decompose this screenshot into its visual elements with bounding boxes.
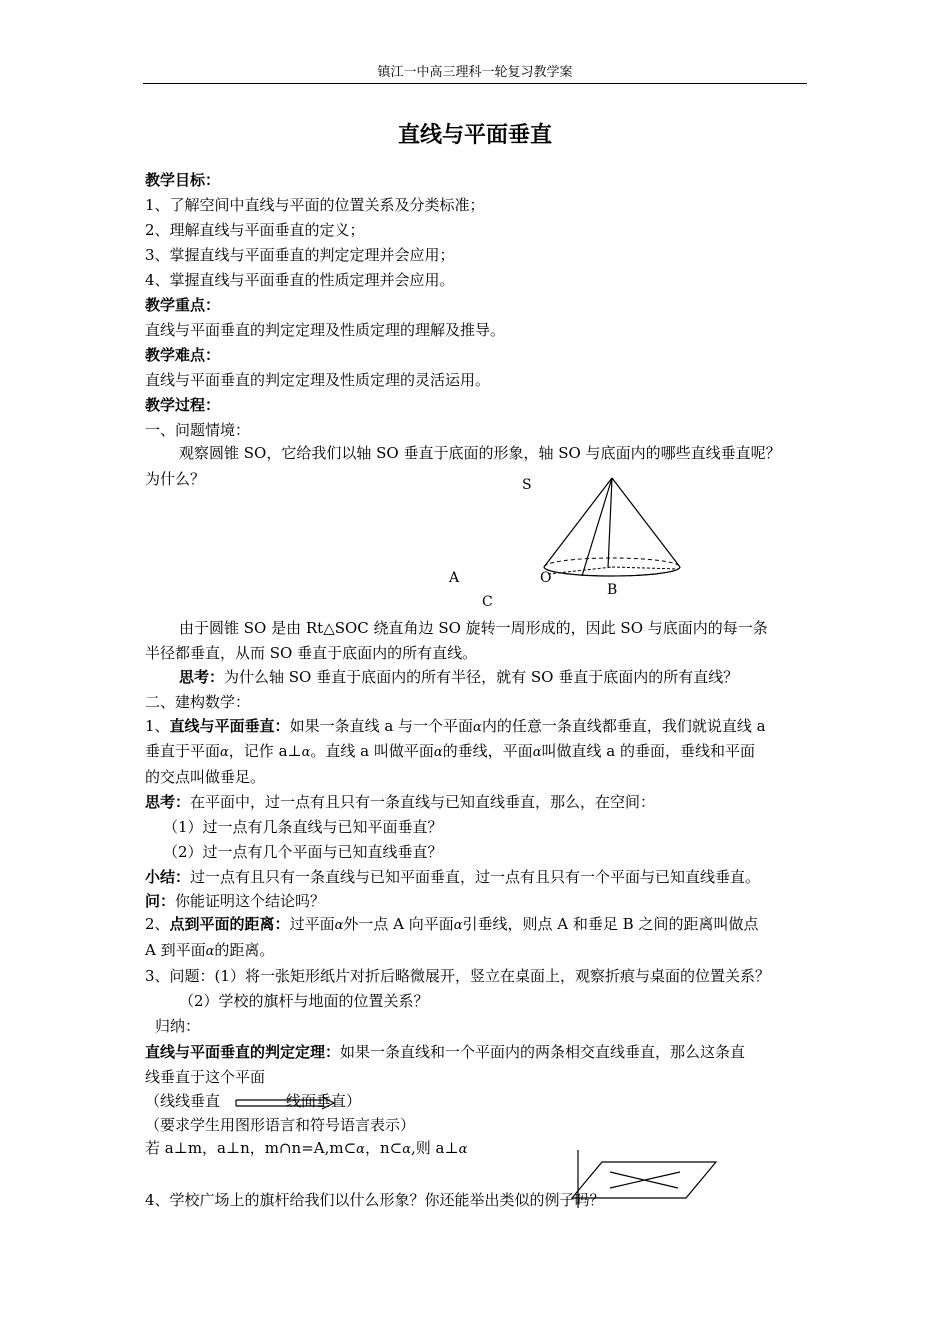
paragraph-line: 为什么？: [145, 470, 206, 488]
distance-label: 点到平面的距离：: [169, 915, 290, 933]
page-header: 镇江一中高三理科一轮复习教学案: [377, 65, 573, 80]
label-a: A: [449, 570, 460, 586]
theorem-label: 直线与平面垂直的判定定理：: [145, 1043, 341, 1061]
page-title: 直线与平面垂直: [397, 123, 552, 148]
goals-heading: 教学目标：: [145, 171, 221, 189]
goal-item: 4、掌握直线与平面垂直的性质定理并会应用。: [145, 271, 455, 289]
paragraph-line: 观察圆锥 SO，它给我们以轴 SO 垂直于底面的形象，轴 SO 与底面内的哪些直线垂直呢？: [179, 444, 781, 462]
distance-line: [145, 940, 274, 962]
goal-item: 2、理解直线与平面垂直的定义；: [145, 221, 365, 239]
definition-line: [145, 716, 766, 738]
definition-text: 垂直于平面: [145, 742, 221, 760]
think-label: 思考：: [179, 668, 225, 686]
think-paragraph: [145, 792, 655, 812]
distance-text: 外一点 A 向平面: [343, 915, 454, 933]
definition-label: 直线与平面垂直：: [169, 717, 290, 735]
alpha-symbol: α: [205, 944, 215, 959]
ask-text: 你能证明这个结论吗？: [175, 892, 326, 910]
distance-text: 引垂线，则点 A 和垂足 B 之间的距离叫做点: [462, 915, 759, 933]
distance-text: 过平面: [289, 915, 335, 933]
alpha-symbol: α: [532, 745, 542, 760]
alpha-symbol: α: [334, 918, 344, 933]
question-line: （2）学校的旗杆与地面的位置关系？: [179, 992, 429, 1010]
symbolic-statement: [145, 1138, 467, 1160]
alpha-symbol: α: [433, 745, 443, 760]
alpha-symbol: α: [301, 745, 311, 760]
section-heading: 二、建构数学：: [145, 693, 251, 711]
item-number: 1、: [145, 717, 170, 735]
cone-radius: [612, 567, 678, 569]
goal-item: 1、了解空间中直线与平面的位置关系及分类标准；: [145, 196, 485, 214]
alpha-symbol: α: [473, 720, 482, 735]
summary-label: 小结：: [145, 868, 191, 886]
arrow-text-right: 线面垂直）: [286, 1092, 362, 1110]
ask-label: 问：: [145, 892, 176, 910]
alpha-symbol: α: [402, 1142, 411, 1157]
cone-figure: [540, 470, 690, 585]
summary-line: [145, 867, 760, 887]
distance-line: [145, 914, 758, 936]
distance-text: A 到平面: [145, 941, 206, 959]
difficult-points-text: 直线与平面垂直的判定定理及性质定理的灵活运用。: [145, 371, 491, 389]
think-text: 为什么轴 SO 垂直于底面内的所有半径，就有 SO 垂直于底面内的所有直线？: [224, 668, 739, 686]
paragraph-line: 由于圆锥 SO 是由 Rt△SOC 绕直角边 SO 旋转一周形成的，因此 SO 与底面内的每一条: [179, 619, 768, 637]
think-paragraph: [179, 667, 738, 687]
label-b: B: [607, 582, 618, 598]
key-points-heading: 教学重点：: [145, 296, 221, 314]
definition-line: [145, 741, 755, 763]
label-c: C: [482, 594, 493, 610]
question-line: 3、问题：(1）将一张矩形纸片对折后略微展开，竖立在桌面上，观察折痕与桌面的位置关系？: [145, 967, 770, 985]
definition-line: 的交点叫做垂足。: [145, 768, 266, 786]
definition-text: 。直线 a 叫做平面: [310, 742, 434, 760]
question-item: （2）过一点有几个平面与已知直线垂直？: [163, 843, 443, 861]
symbolic-text: ,则 a⊥: [410, 1139, 459, 1157]
process-heading: 教学过程：: [145, 396, 221, 414]
cone-slant-left: [544, 478, 612, 567]
difficult-points-heading: 教学难点：: [145, 346, 221, 364]
implication-arrow-icon: [236, 1096, 336, 1110]
cone-slant-right: [612, 478, 680, 567]
symbolic-text: 若 a⊥m，a⊥n，m∩n=A,m⊂: [145, 1139, 357, 1157]
requirement-line: （要求学生用图形语言和符号语言表示）: [145, 1116, 416, 1134]
section-heading: 一、问题情境：: [145, 421, 251, 439]
think-label: 思考：: [145, 793, 191, 811]
ask-line: [145, 891, 325, 911]
alpha-symbol: α: [220, 745, 229, 760]
distance-text: 的距离。: [214, 941, 275, 959]
think-text: 在平面中，过一点有且只有一条直线与已知直线垂直，那么，在空间：: [190, 793, 656, 811]
definition-text: 内的任意一条直线都垂直，我们就说直线 a: [481, 717, 766, 735]
label-o: O: [540, 570, 552, 586]
alpha-symbol: α: [453, 918, 463, 933]
theorem-line: 线垂直于这个平面: [145, 1068, 266, 1086]
definition-text: 叫做直线 a 的垂面，垂线和平面: [541, 742, 755, 760]
symbolic-text: ，n⊂: [364, 1139, 403, 1157]
definition-text: 如果一条直线 a 与一个平面: [289, 717, 474, 735]
theorem-line: [145, 1042, 745, 1062]
cone-generatrix: [608, 478, 612, 568]
induce-label: 归纳：: [155, 1017, 201, 1035]
summary-text: 过一点有且只有一条直线与已知平面垂直，过一点有且只有一个平面与已知直线垂直。: [190, 868, 761, 886]
question-line: 4、学校广场上的旗杆给我们以什么形象？你还能举出类似的例子吗？: [145, 1191, 605, 1209]
label-s: S: [522, 477, 532, 493]
arrow-text-left: （线线垂直: [145, 1092, 221, 1110]
goal-item: 3、掌握直线与平面垂直的判定定理并会应用；: [145, 246, 455, 264]
alpha-symbol: α: [356, 1142, 365, 1157]
alpha-symbol: α: [458, 1142, 468, 1157]
definition-text: ，记作 a⊥: [228, 742, 302, 760]
header-rule: [143, 83, 807, 84]
key-points-text: 直线与平面垂直的判定定理及性质定理的理解及推导。: [145, 321, 506, 339]
theorem-text: 如果一条直线和一个平面内的两条相交直线垂直，那么这条直: [340, 1043, 746, 1061]
definition-text: 的垂线，平面: [442, 742, 533, 760]
item-number: 2、: [145, 915, 170, 933]
question-item: （1）过一点有几条直线与已知平面垂直？: [163, 818, 443, 836]
paragraph-line: 半径都垂直，从而 SO 垂直于底面内的所有直线。: [145, 644, 478, 662]
cone-axis: [582, 478, 612, 576]
